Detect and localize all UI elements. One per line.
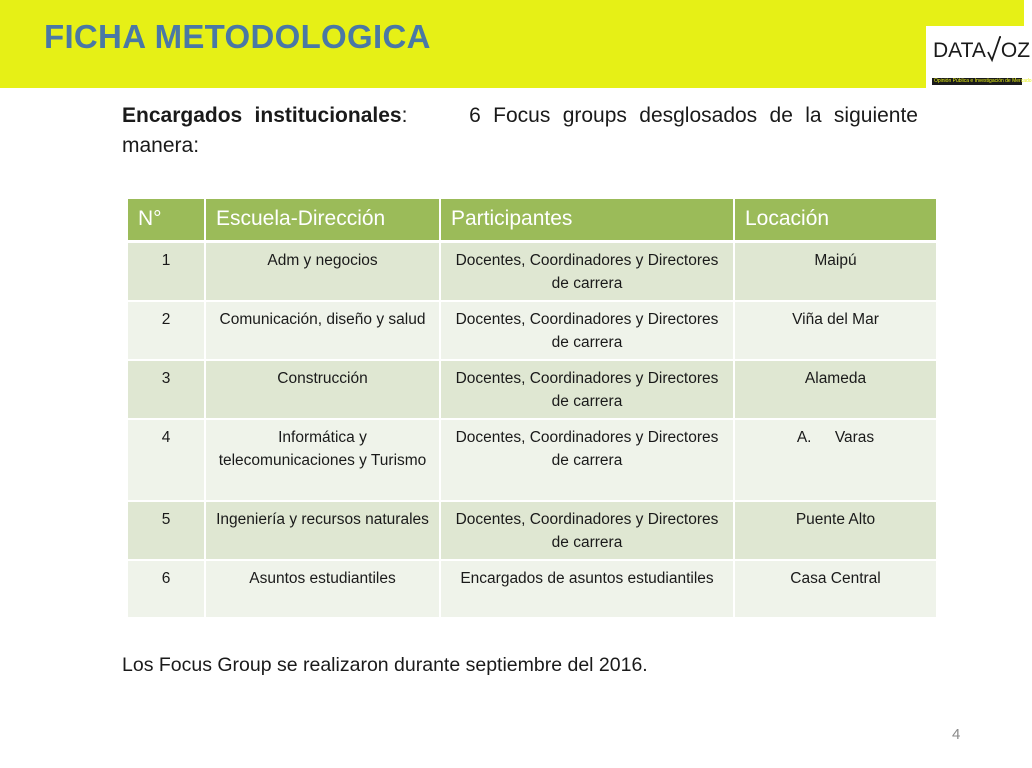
cell-escuela: Informática y telecomunicaciones y Turismo [205,419,440,501]
cell-locacion: Casa Central [734,560,936,618]
logo-text-data: DATA [933,39,986,62]
cell-n: 1 [128,241,205,301]
cell-participantes: Docentes, Coordinadores y Directores de carrera [440,501,734,560]
cell-locacion: Viña del Mar [734,301,936,360]
table-row [128,360,936,419]
cell-participantes: Docentes, Coordinadores y Directores de carrera [440,241,734,301]
table-header-row [128,199,936,241]
cell-locacion: Alameda [734,360,936,419]
cell-locacion [734,419,936,501]
cell-escuela: Comunicación, diseño y salud [205,301,440,360]
logo-check-icon [987,36,1001,62]
logo-tagline: Opinión Pública e Investigación de Mercado [934,78,1032,84]
cell-participantes: Docentes, Coordinadores y Directores de carrera [440,360,734,419]
page-number: 4 [952,726,961,743]
footer-note: Los Focus Group se realizaron durante septiembre del 2016. [122,654,648,676]
logo-text-voz: OZ [1000,39,1031,62]
header-participantes: Participantes [440,199,734,241]
header-n: N° [128,199,205,241]
intro-label: Encargados institucionales [122,104,402,127]
cell-participantes: Encargados de asuntos estudiantiles [440,560,734,618]
locacion-list-text: Varas [834,428,875,446]
focus-groups-table [128,199,936,619]
cell-n: 4 [128,419,205,501]
cell-n: 3 [128,360,205,419]
logo-wordmark [933,36,1031,68]
table-row [128,501,936,560]
table-row [128,419,936,501]
cell-participantes: Docentes, Coordinadores y Directores de carrera [440,419,734,501]
cell-escuela: Adm y negocios [205,241,440,301]
cell-n: 2 [128,301,205,360]
locacion-list-item [797,426,874,449]
intro-paragraph [122,101,918,161]
datavoz-logo [926,26,1032,88]
cell-locacion: Maipú [734,241,936,301]
cell-locacion: Puente Alto [734,501,936,560]
cell-escuela: Asuntos estudiantiles [205,560,440,618]
cell-participantes: Docentes, Coordinadores y Directores de carrera [440,301,734,360]
page-title: FICHA METODOLOGICA [44,18,431,55]
header-locacion: Locación [734,199,936,241]
header-banner [0,0,1032,88]
table-row [128,241,936,301]
cell-n: 6 [128,560,205,618]
locacion-list-number: A. [796,428,812,446]
cell-escuela: Construcción [205,360,440,419]
table-row [128,560,936,618]
table-row [128,301,936,360]
cell-n: 5 [128,501,205,560]
intro-text: 6 Focus groups desglosados de la siguiente manera: [122,104,918,157]
intro-colon: : [401,104,408,127]
cell-escuela: Ingeniería y recursos naturales [205,501,440,560]
header-escuela: Escuela-Dirección [205,199,440,241]
